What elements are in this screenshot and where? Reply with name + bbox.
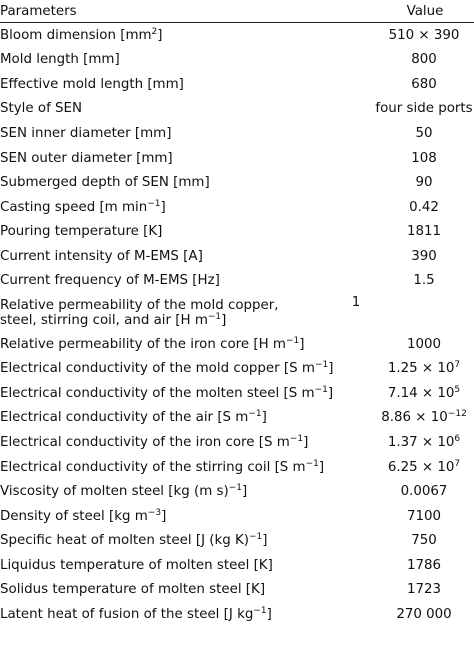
value-text: 1.5 [413,273,435,289]
parameter-text: Bloom dimension [mm [0,27,152,43]
table-row [0,406,474,431]
value-cell [368,224,474,239]
parameter-text: Electrical conductivity of the air [S m [0,410,249,426]
value-text: 1811 [406,224,442,240]
value-cell [368,460,474,475]
value-exponent: −12 [447,409,467,420]
parameter-cell [0,249,368,264]
parameter-exponent: −1 [289,433,304,444]
value-cell [368,386,474,401]
parameter-cell [0,484,368,499]
table-row [0,293,474,332]
parameter-text: Electrical conductivity of the stirring coil [S m [0,459,306,475]
parameter-cell [0,435,368,450]
parameter-text-tail: ] [160,199,166,215]
value-text: 90 [415,175,433,191]
parameter-cell [0,558,368,573]
table-row [0,479,474,504]
parameter-cell [0,582,368,597]
value-text: 390 [411,248,437,264]
table-header [0,0,474,22]
table-row [0,72,474,97]
value-cell [368,484,474,499]
value-text: 7.14 × 10 [387,385,455,401]
value-cell [368,337,474,352]
table-row [0,23,474,48]
value-text: 510 × 390 [388,27,460,43]
parameter-text: Relative permeability of the mold copper, steel, stirring coil, and air [H m [0,297,279,328]
value-text: 270 000 [396,606,452,622]
parameter-cell [0,460,368,475]
table-row [0,170,474,195]
parameter-text-tail: ] [261,410,267,426]
value-cell [368,101,474,116]
parameter-cell [0,126,368,141]
value-cell [368,607,474,622]
table-row [0,121,474,146]
value-cell [368,435,474,450]
parameter-text: Solidus temperature of molten steel [K] [0,582,266,598]
parameter-text: Viscosity of molten steel [kg (m s) [0,484,229,500]
parameter-text: Current intensity of M-EMS [A] [0,248,203,264]
parameter-cell [0,337,368,352]
value-exponent: 7 [454,458,461,469]
parameter-text-tail: ] [266,606,272,622]
parameter-cell [0,361,368,376]
value-exponent: 7 [454,360,461,371]
value-text: 1.25 × 10 [387,361,455,377]
parameter-text: Specific heat of molten steel [J (kg K) [0,533,250,549]
value-text: 1000 [406,336,442,352]
parameter-text: Pouring temperature [K] [0,224,163,240]
parameter-cell [0,298,300,328]
table-row [0,268,474,293]
table-row [0,48,474,73]
parameter-cell [0,386,368,401]
parameter-text-tail: ] [299,336,305,352]
parameter-exponent: −1 [228,483,243,494]
value-cell [368,582,474,597]
parameter-exponent: −1 [314,384,328,395]
value-cell [368,28,474,43]
value-text: 0.42 [409,199,439,215]
parameter-exponent: −1 [314,360,329,371]
parameter-exponent: −1 [253,605,267,616]
parameter-cell [0,77,368,92]
value-text: 1786 [406,557,442,573]
value-text: 1723 [406,582,442,598]
value-text: 50 [415,125,433,141]
parameter-cell [0,52,368,67]
table-row [0,97,474,122]
table-row [0,332,474,357]
parameter-exponent: −1 [285,335,300,346]
parameter-text: Submerged depth of SEN [mm] [0,175,210,191]
table-row [0,602,474,627]
value-text: 750 [411,533,437,549]
parameter-text: Style of SEN [0,101,83,117]
parameter-text-tail: ] [318,459,325,475]
value-text: 800 [411,52,437,68]
parameter-text: SEN outer diameter [mm] [0,150,173,166]
value-exponent: 5 [454,384,461,395]
value-cell [368,77,474,92]
table-body [0,23,474,627]
parameter-exponent: −1 [305,458,319,469]
parameter-exponent: −3 [147,507,162,518]
value-cell [368,126,474,141]
parameter-cell [0,28,368,43]
parameter-cell [0,533,368,548]
value-cell [368,151,474,166]
parameter-text: Latent heat of fusion of the steel [J kg [0,606,254,622]
table-row [0,244,474,269]
parameter-cell [0,224,368,239]
parameter-text-tail: ] [161,508,167,524]
parameter-cell [0,410,368,425]
parameter-cell [0,607,368,622]
value-exponent: 6 [454,433,461,444]
parameter-cell [0,101,368,116]
parameter-exponent: −1 [207,311,222,322]
header-value: Value [406,3,444,19]
parameter-cell [0,273,368,288]
table-row [0,455,474,480]
value-text: 7100 [406,508,442,524]
table-row [0,357,474,382]
parameter-text-tail: ] [303,434,309,450]
parameter-text-tail: ] [328,361,334,377]
header-parameters: Parameters [0,3,77,19]
parameter-exponent: −1 [147,198,161,209]
parameter-cell [0,151,368,166]
parameter-text-tail: ] [221,312,227,328]
value-text: 6.25 × 10 [387,459,455,475]
parameter-cell [0,200,368,215]
parameter-text: Electrical conductivity of the iron core [S m [0,434,290,450]
table-row [0,553,474,578]
value-text: 8.86 × 10 [381,410,448,426]
parameter-text-tail: ] [327,385,334,401]
parameter-exponent: −1 [249,532,263,543]
value-cell [368,410,474,425]
parameter-text: Electrical conductivity of the molten steel [S m [0,385,315,401]
parameter-text: Electrical conductivity of the mold copper [S m [0,361,315,377]
value-text: 108 [411,150,437,166]
value-cell [368,200,474,215]
value-text: four side ports [375,101,473,117]
table-row [0,504,474,529]
value-cell [368,52,474,67]
table-row [0,381,474,406]
parameter-text: Casting speed [m min [0,199,148,215]
parameter-text-tail: ] [157,27,163,43]
table-row [0,195,474,220]
parameter-text: Relative permeability of the iron core [H m [0,336,286,352]
value-cell [300,293,406,310]
parameter-text-tail: ] [242,484,248,500]
table-row [0,219,474,244]
table-row [0,528,474,553]
value-cell [368,361,474,376]
value-cell [368,175,474,190]
value-cell [368,249,474,264]
table-row [0,146,474,171]
table-row [0,430,474,455]
value-text: 1 [351,295,361,311]
parameter-text: Liquidus temperature of molten steel [K] [0,557,273,573]
value-text: 1.37 × 10 [387,434,455,450]
value-cell [368,509,474,524]
value-cell [368,273,474,288]
parameter-text: Density of steel [kg m [0,508,148,524]
parameter-text: Effective mold length [mm] [0,76,184,92]
parameter-text-tail: ] [262,533,268,549]
value-cell [368,533,474,548]
value-cell [368,558,474,573]
parameter-cell [0,509,368,524]
parameter-text: Mold length [mm] [0,52,120,68]
value-text: 0.0067 [400,484,448,500]
table-row [0,577,474,602]
parameter-text: Current frequency of M-EMS [Hz] [0,273,220,289]
parameter-text: SEN inner diameter [mm] [0,125,172,141]
parameter-exponent: −1 [248,409,262,420]
value-text: 680 [411,76,437,92]
parameter-exponent: 2 [151,26,158,37]
parameter-cell [0,175,368,190]
